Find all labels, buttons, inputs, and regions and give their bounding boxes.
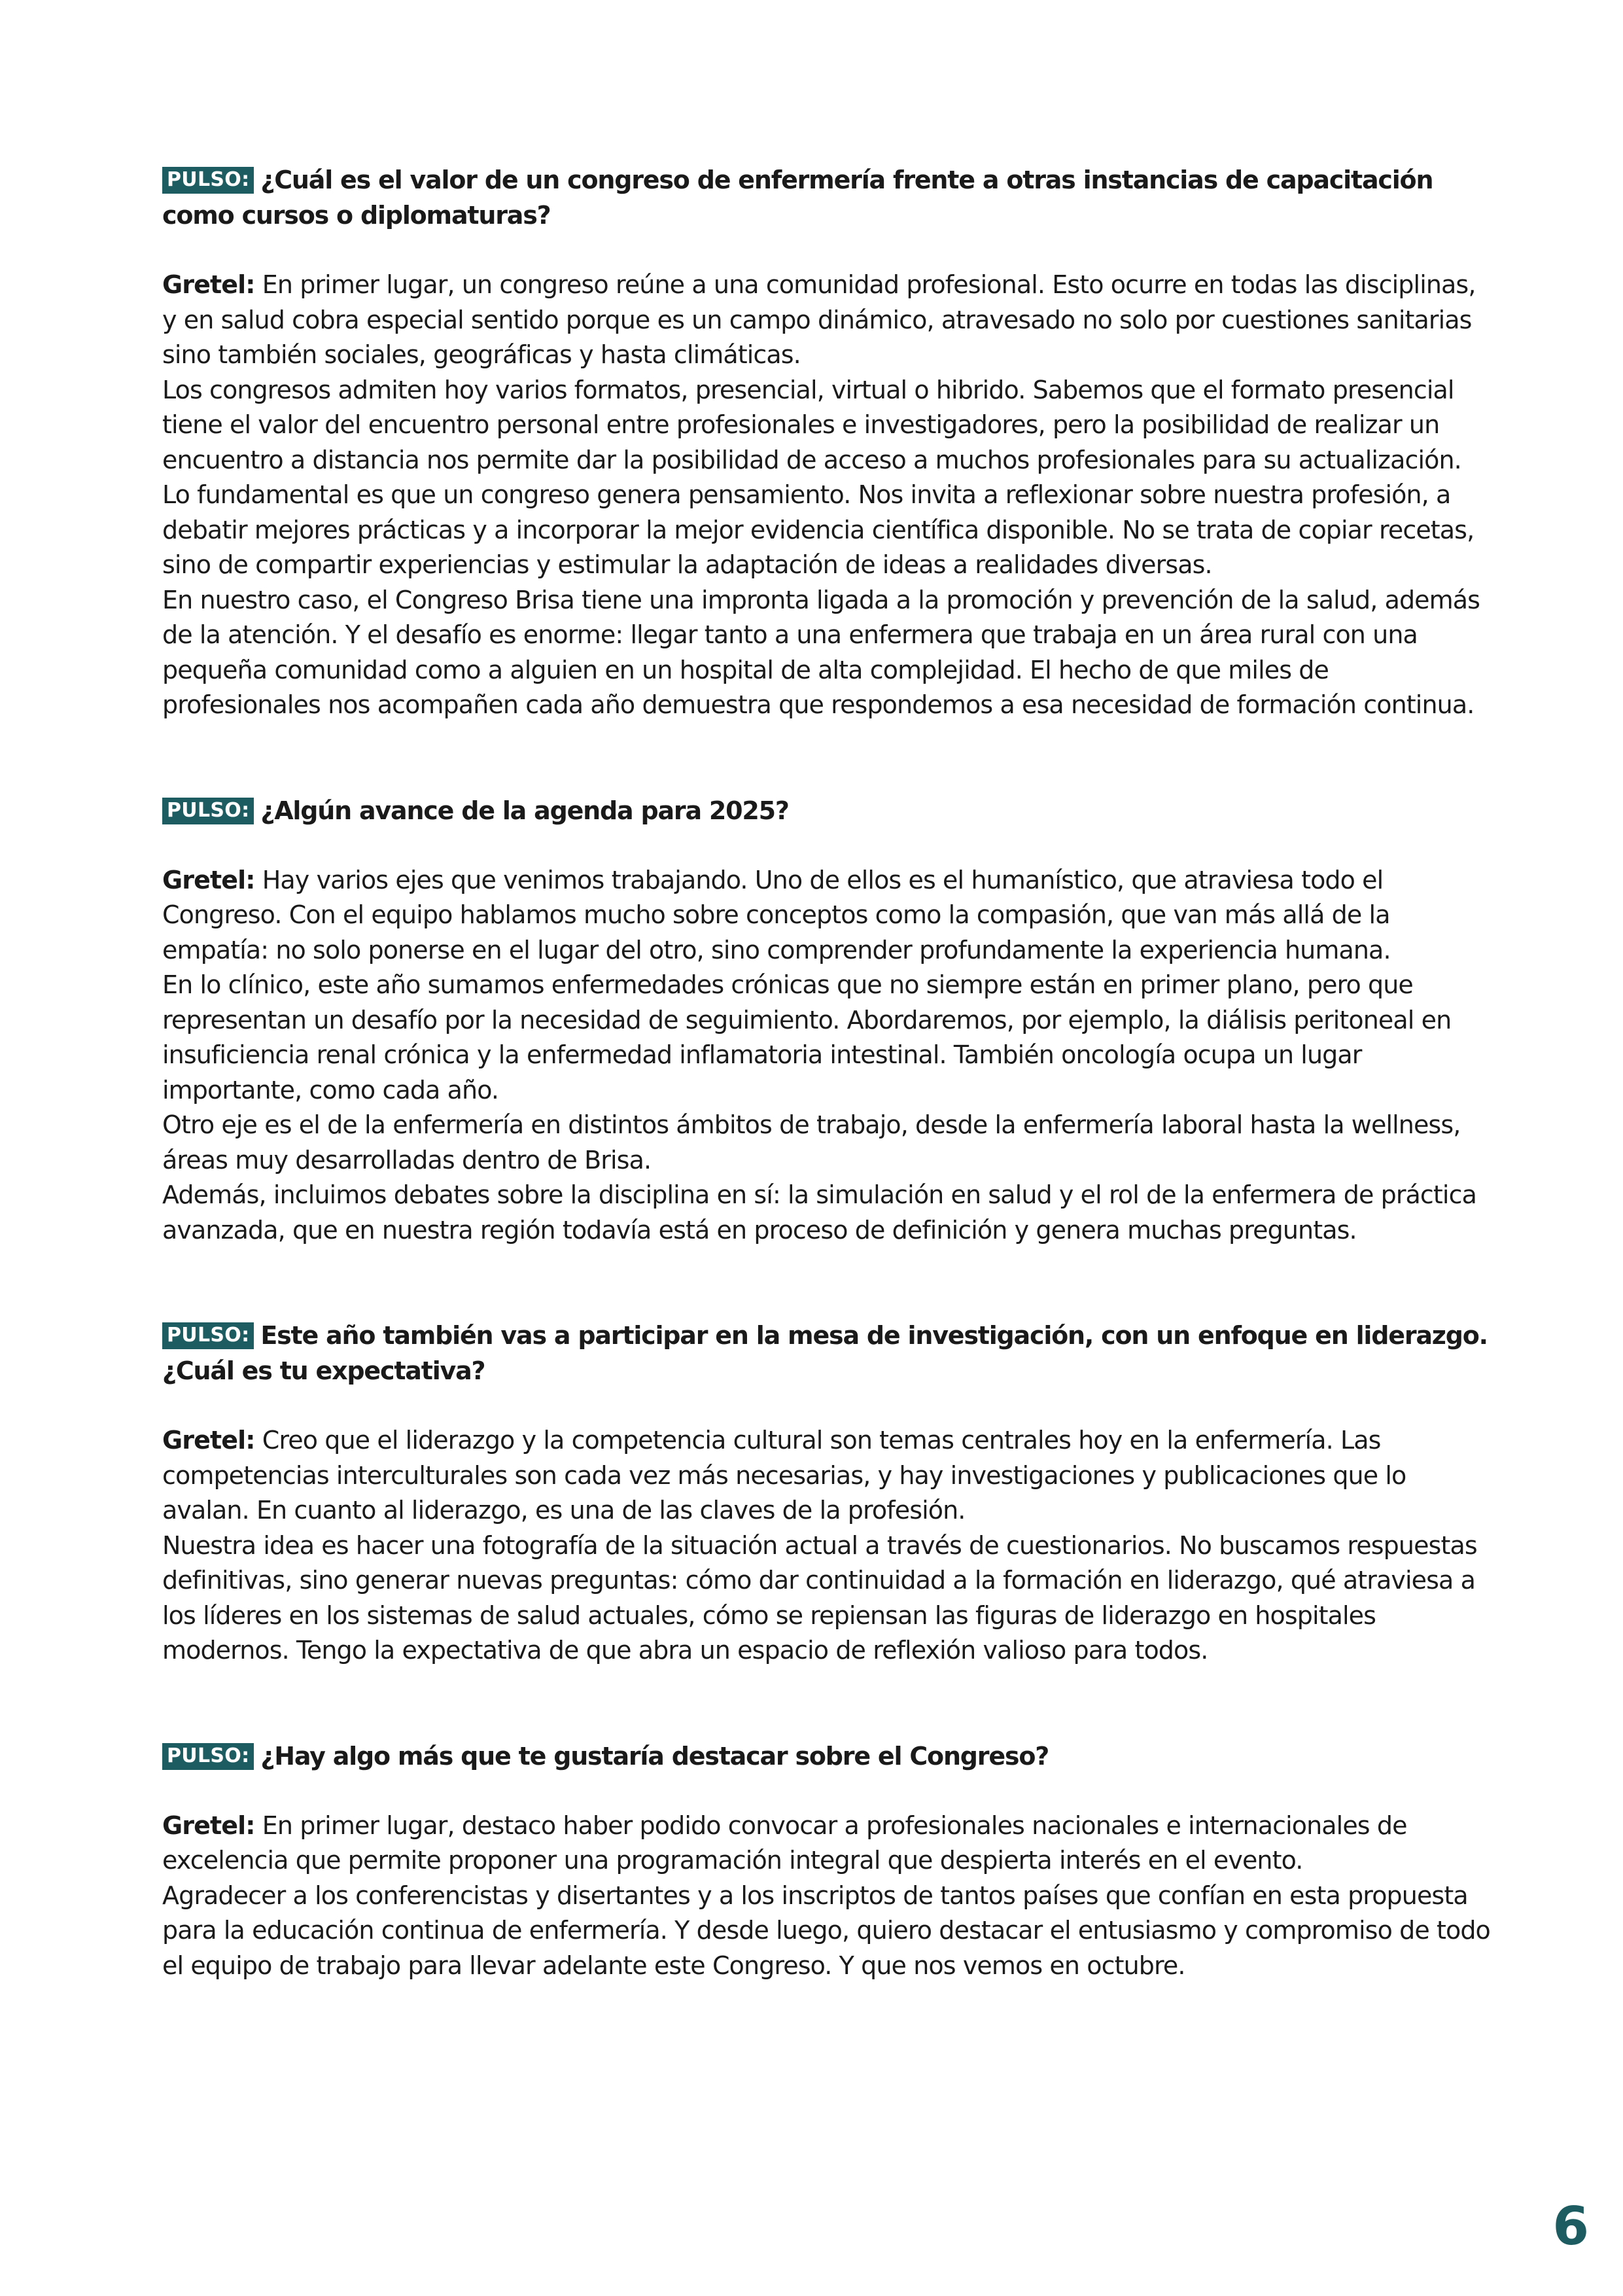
interview-question xyxy=(162,162,1490,233)
speaker-label: Gretel: xyxy=(162,270,255,299)
speaker-label: Gretel: xyxy=(162,865,255,894)
question-text: ¿Cuál es el valor de un congreso de enfermería frente a otras instancias de capacitación como cursos o diplomaturas? xyxy=(162,166,1433,230)
speaker-label: Gretel: xyxy=(162,1426,255,1455)
pulso-badge: PULSO: xyxy=(162,1322,254,1349)
speaker-label: Gretel: xyxy=(162,1810,255,1840)
interview-answer xyxy=(162,863,1490,1248)
interview-question xyxy=(162,1318,1490,1388)
answer-paragraph: En lo clínico, este año sumamos enfermedades crónicas que no siempre están en primer plano, pero que representan un desafío por la necesidad de seguimiento. Abordaremos, por ejemplo, la diálisis peritoneal en insuficiencia renal crónica y la enfermedad inflamatoria intestinal. También oncología ocupa un lugar importante, como cada año. xyxy=(162,970,1452,1104)
answer-text: En primer lugar, un congreso reúne a una comunidad profesional. Esto ocurre en todas las disciplinas, y en salud cobra especial sentido porque es un campo dinámico, atravesado no solo por cuestiones sanitarias sino también sociales, geográficas y hasta climáticas. xyxy=(162,270,1476,369)
answer-text: Hay varios ejes que venimos trabajando. Uno de ellos es el humanístico, que atraviesa todo el Congreso. Con el equipo hablamos mucho sobre conceptos como la compasión, que van más allá de la empatía: no solo ponerse en el lugar del otro, sino comprender profundamente la experiencia humana. xyxy=(162,865,1391,964)
pulso-badge: PULSO: xyxy=(162,1743,254,1770)
answer-paragraph: En nuestro caso, el Congreso Brisa tiene una impronta ligada a la promoción y prevención de la salud, además de la atención. Y el desafío es enorme: llegar tanto a una enfermera que trabaja en un área rural con una pequeña comunidad como a alguien en un hospital de alta complejidad. El hecho de que miles de profesionales nos acompañen cada año demuestra que respondemos a esa necesidad de formación continua. xyxy=(162,585,1480,719)
answer-text: En primer lugar, destaco haber podido convocar a profesionales nacionales e internacionales de excelencia que permite proponer una programación integral que despierta interés en el evento. xyxy=(162,1810,1407,1875)
question-text: ¿Algún avance de la agenda para 2025? xyxy=(260,796,789,825)
answer-paragraph: Agradecer a los conferencistas y disertantes y a los inscriptos de tantos países que confían en esta propuesta para la educación continua de enfermería. Y desde luego, quiero destacar el entusiasmo y compromiso de todo el equipo de trabajo para llevar adelante este Congreso. Y que nos vemos en octubre. xyxy=(162,1881,1490,1980)
pulso-badge: PULSO: xyxy=(162,167,254,194)
qa-section xyxy=(162,1318,1490,1669)
answer-paragraph xyxy=(162,268,1490,373)
interview-question xyxy=(162,793,1490,828)
answer-paragraph: Otro eje es el de la enfermería en distintos ámbitos de trabajo, desde la enfermería laboral hasta la wellness, áreas muy desarrolladas dentro de Brisa. xyxy=(162,1110,1461,1174)
answer-paragraph: Los congresos admiten hoy varios formatos, presencial, virtual o hibrido. Sabemos que el formato presencial tiene el valor del encuentro personal entre profesionales e investigadores, pero la posibilidad de realizar un encuentro a distancia nos permite dar la posibilidad de acceso a muchos profesionales para su actualización. xyxy=(162,375,1461,474)
answer-paragraph: Además, incluimos debates sobre la disciplina en sí: la simulación en salud y el rol de la enfermera de práctica avanzada, que en nuestra región todavía está en proceso de definición y genera muchas preguntas. xyxy=(162,1180,1476,1245)
answer-paragraph xyxy=(162,1423,1490,1528)
qa-section xyxy=(162,1739,1490,1984)
page-number: 6 xyxy=(1552,2196,1589,2257)
interview-answer xyxy=(162,1423,1490,1669)
answer-paragraph: Nuestra idea es hacer una fotografía de la situación actual a través de cuestionarios. No buscamos respuestas definitivas, sino generar nuevas preguntas: cómo dar continuidad a la formación en liderazgo, qué atraviesa a los líderes en los sistemas de salud actuales, cómo se repiensan las figuras de liderazgo en hospitales modernos. Tengo la expectativa de que abra un espacio de reflexión valioso para todos. xyxy=(162,1530,1477,1665)
question-text: ¿Hay algo más que te gustaría destacar sobre el Congreso? xyxy=(260,1741,1049,1771)
answer-paragraph xyxy=(162,1809,1490,1879)
qa-section xyxy=(162,162,1490,723)
interview-question xyxy=(162,1739,1490,1774)
question-text: Este año también vas a participar en la mesa de investigación, con un enfoque en liderazgo. ¿Cuál es tu expectativa? xyxy=(162,1321,1488,1385)
interview-body xyxy=(162,162,1490,1983)
answer-paragraph: Lo fundamental es que un congreso genera pensamiento. Nos invita a reflexionar sobre nuestra profesión, a debatir mejores prácticas y a incorporar la mejor evidencia científica disponible. No se trata de copiar recetas, sino de compartir experiencias y estimular la adaptación de ideas a realidades diversas. xyxy=(162,480,1475,579)
interview-answer xyxy=(162,1809,1490,1984)
qa-section xyxy=(162,793,1490,1248)
pulso-badge: PULSO: xyxy=(162,798,254,824)
answer-paragraph xyxy=(162,863,1490,968)
answer-text: Creo que el liderazgo y la competencia cultural son temas centrales hoy en la enfermería. Las competencias interculturales son cada vez más necesarias, y hay investigaciones y publicaciones que lo avalan. En cuanto al liderazgo, es una de las claves de la profesión. xyxy=(162,1426,1406,1525)
interview-answer xyxy=(162,268,1490,723)
